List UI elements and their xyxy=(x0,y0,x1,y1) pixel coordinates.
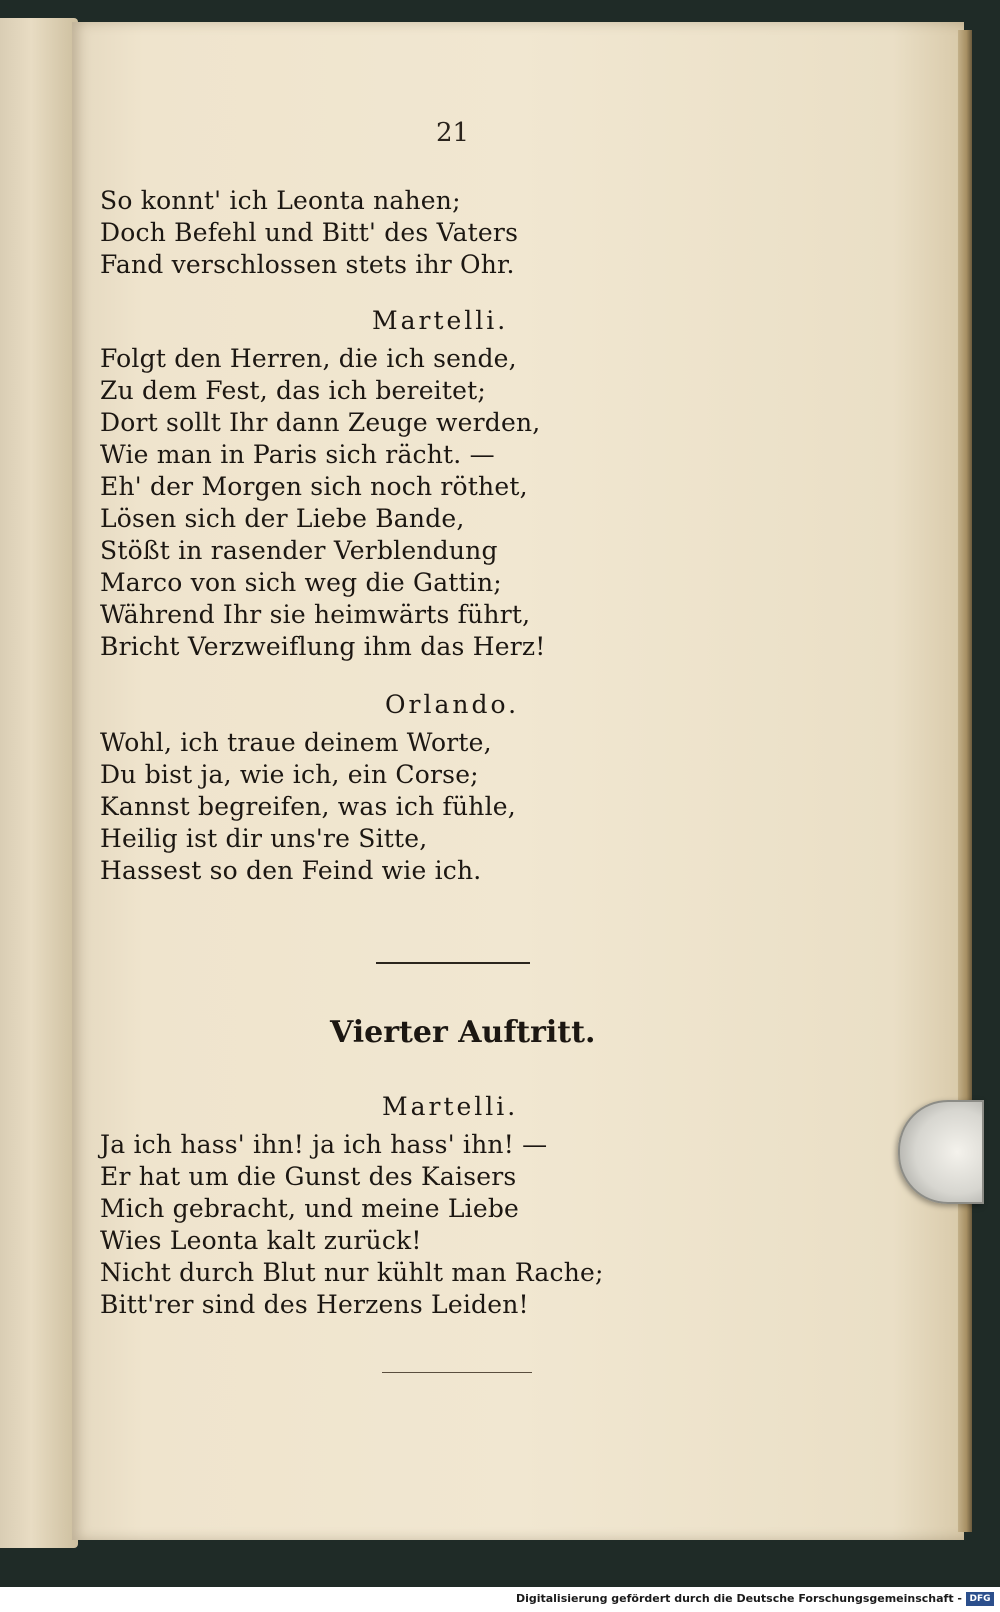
verse-line: Wohl, ich traue deinem Worte, xyxy=(100,728,492,757)
verse-line: Stößt in rasender Verblendung xyxy=(100,536,498,565)
verse-line: Wie man in Paris sich rächt. — xyxy=(100,440,495,469)
verse-line: Dort sollt Ihr dann Zeuge werden, xyxy=(100,408,541,437)
verse-line: Zu dem Fest, das ich bereitet; xyxy=(100,376,486,405)
verse-line: Ja ich hass' ihn! ja ich hass' ihn! — xyxy=(100,1130,548,1159)
credit-footer xyxy=(0,1587,1000,1612)
scene-title: Vierter Auftritt. xyxy=(330,1015,596,1050)
verse-line: So konnt' ich Leonta nahen; xyxy=(100,186,461,215)
verse-line: Bitt'rer sind des Herzens Leiden! xyxy=(100,1290,529,1319)
verse-line: Folgt den Herren, die ich sende, xyxy=(100,344,517,373)
verse-line: Während Ihr sie heimwärts führt, xyxy=(100,600,531,629)
verse-line: Eh' der Morgen sich noch röthet, xyxy=(100,472,528,501)
facing-page-edge xyxy=(0,18,78,1548)
section-rule xyxy=(376,962,530,964)
page-stack-edge xyxy=(958,30,972,1532)
dfg-logo: DFG xyxy=(966,1592,994,1606)
verse-line: Nicht durch Blut nur kühlt man Rache; xyxy=(100,1258,604,1287)
page-clip xyxy=(898,1100,984,1204)
verse-line: Bricht Verzweiflung ihm das Herz! xyxy=(100,632,546,661)
verse-line: Lösen sich der Liebe Bande, xyxy=(100,504,465,533)
verse-line: Heilig ist dir uns're Sitte, xyxy=(100,824,428,853)
page-number: 21 xyxy=(436,118,470,148)
verse-line: Mich gebracht, und meine Liebe xyxy=(100,1194,520,1223)
verse-line: Kannst begreifen, was ich fühle, xyxy=(100,792,516,821)
verse-line: Doch Befehl und Bitt' des Vaters xyxy=(100,218,519,247)
verse-line: Fand verschlossen stets ihr Ohr. xyxy=(100,250,515,279)
verse-line: Hassest so den Feind wie ich. xyxy=(100,856,482,885)
verse-line: Du bist ja, wie ich, ein Corse; xyxy=(100,760,479,789)
verse-line: Er hat um die Gunst des Kaisers xyxy=(100,1162,517,1191)
verse-line: Marco von sich weg die Gattin; xyxy=(100,568,502,597)
verse-line: Wies Leonta kalt zurück! xyxy=(100,1226,422,1255)
end-rule xyxy=(382,1372,532,1373)
credit-text: Digitalisierung gefördert durch die Deutsche Forschungsgemeinschaft - xyxy=(515,1592,962,1605)
speaker-name: Orlando. xyxy=(385,690,520,719)
speaker-name: Martelli. xyxy=(372,306,509,335)
speaker-name: Martelli. xyxy=(382,1092,519,1121)
